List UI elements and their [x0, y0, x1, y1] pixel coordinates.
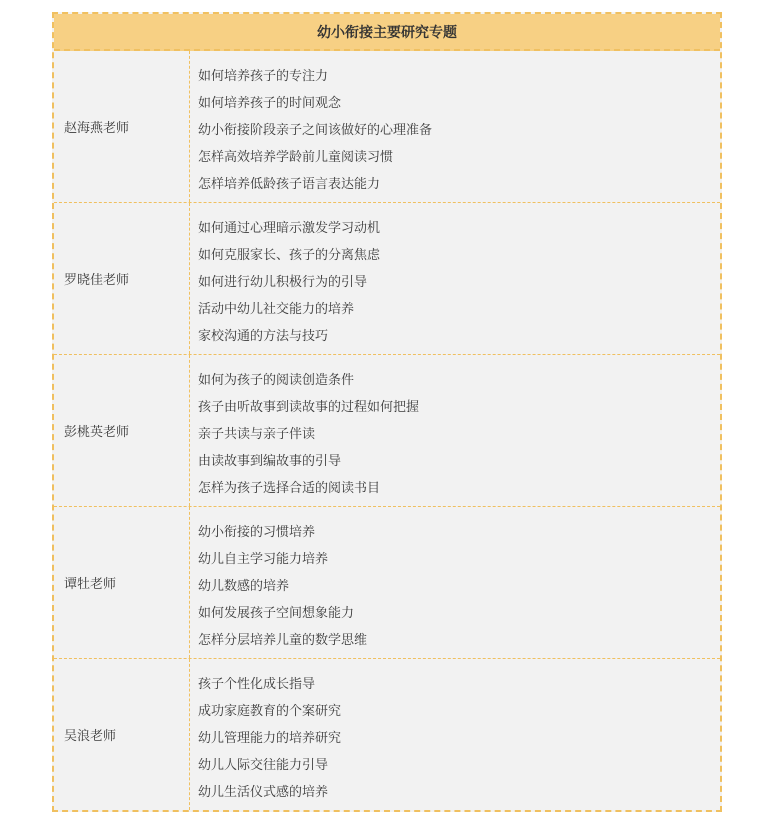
- topics-list: [190, 203, 720, 354]
- topic-item: 怎样培养低龄孩子语言表达能力: [198, 177, 381, 192]
- table-row: [54, 203, 720, 355]
- topic-item: 亲子共读与亲子伴读: [198, 427, 316, 442]
- topic-item: 如何进行幼儿积极行为的引导: [198, 275, 368, 290]
- topic-item: 家校沟通的方法与技巧: [198, 329, 329, 344]
- topics-list: [190, 507, 720, 658]
- topics-list: [190, 659, 720, 810]
- teacher-name: 罗晓佳老师: [54, 203, 190, 354]
- teacher-name: 吴浪老师: [54, 659, 190, 810]
- topic-item: 幼儿自主学习能力培养: [198, 552, 329, 567]
- topic-item: 幼儿生活仪式感的培养: [198, 785, 329, 800]
- topic-item: 成功家庭教育的个案研究: [198, 704, 342, 719]
- topic-item: 孩子个性化成长指导: [198, 677, 316, 692]
- topic-item: 幼儿管理能力的培养研究: [198, 731, 342, 746]
- table-row: [54, 659, 720, 810]
- topic-item: 怎样高效培养学龄前儿童阅读习惯: [198, 150, 394, 165]
- teacher-name: 赵海燕老师: [54, 51, 190, 202]
- topic-item: 如何培养孩子的时间观念: [198, 96, 342, 111]
- topic-item: 活动中幼儿社交能力的培养: [198, 302, 355, 317]
- topic-item: 如何通过心理暗示激发学习动机: [198, 221, 381, 236]
- table-row: [54, 507, 720, 659]
- teacher-name: 谭牡老师: [54, 507, 190, 658]
- topic-item: 如何克服家长、孩子的分离焦虑: [198, 248, 381, 263]
- topic-item: 幼儿人际交往能力引导: [198, 758, 329, 773]
- topic-item: 幼小衔接阶段亲子之间该做好的心理准备: [198, 123, 433, 138]
- topic-item: 幼儿数感的培养: [198, 579, 290, 594]
- teacher-name: 彭桃英老师: [54, 355, 190, 506]
- topic-item: 怎样分层培养儿童的数学思维: [198, 633, 368, 648]
- research-topics-table: [52, 12, 722, 812]
- topic-item: 幼小衔接的习惯培养: [198, 525, 316, 540]
- topics-list: [190, 51, 720, 202]
- table-row: [54, 51, 720, 203]
- topic-item: 如何为孩子的阅读创造条件: [198, 373, 355, 388]
- table-title: 幼小衔接主要研究专题: [54, 14, 720, 51]
- table-row: [54, 355, 720, 507]
- topics-list: [190, 355, 720, 506]
- topic-item: 如何发展孩子空间想象能力: [198, 606, 355, 621]
- topic-item: 如何培养孩子的专注力: [198, 69, 329, 84]
- topic-item: 由读故事到编故事的引导: [198, 454, 342, 469]
- topic-item: 孩子由听故事到读故事的过程如何把握: [198, 400, 420, 415]
- topic-item: 怎样为孩子选择合适的阅读书目: [198, 481, 381, 496]
